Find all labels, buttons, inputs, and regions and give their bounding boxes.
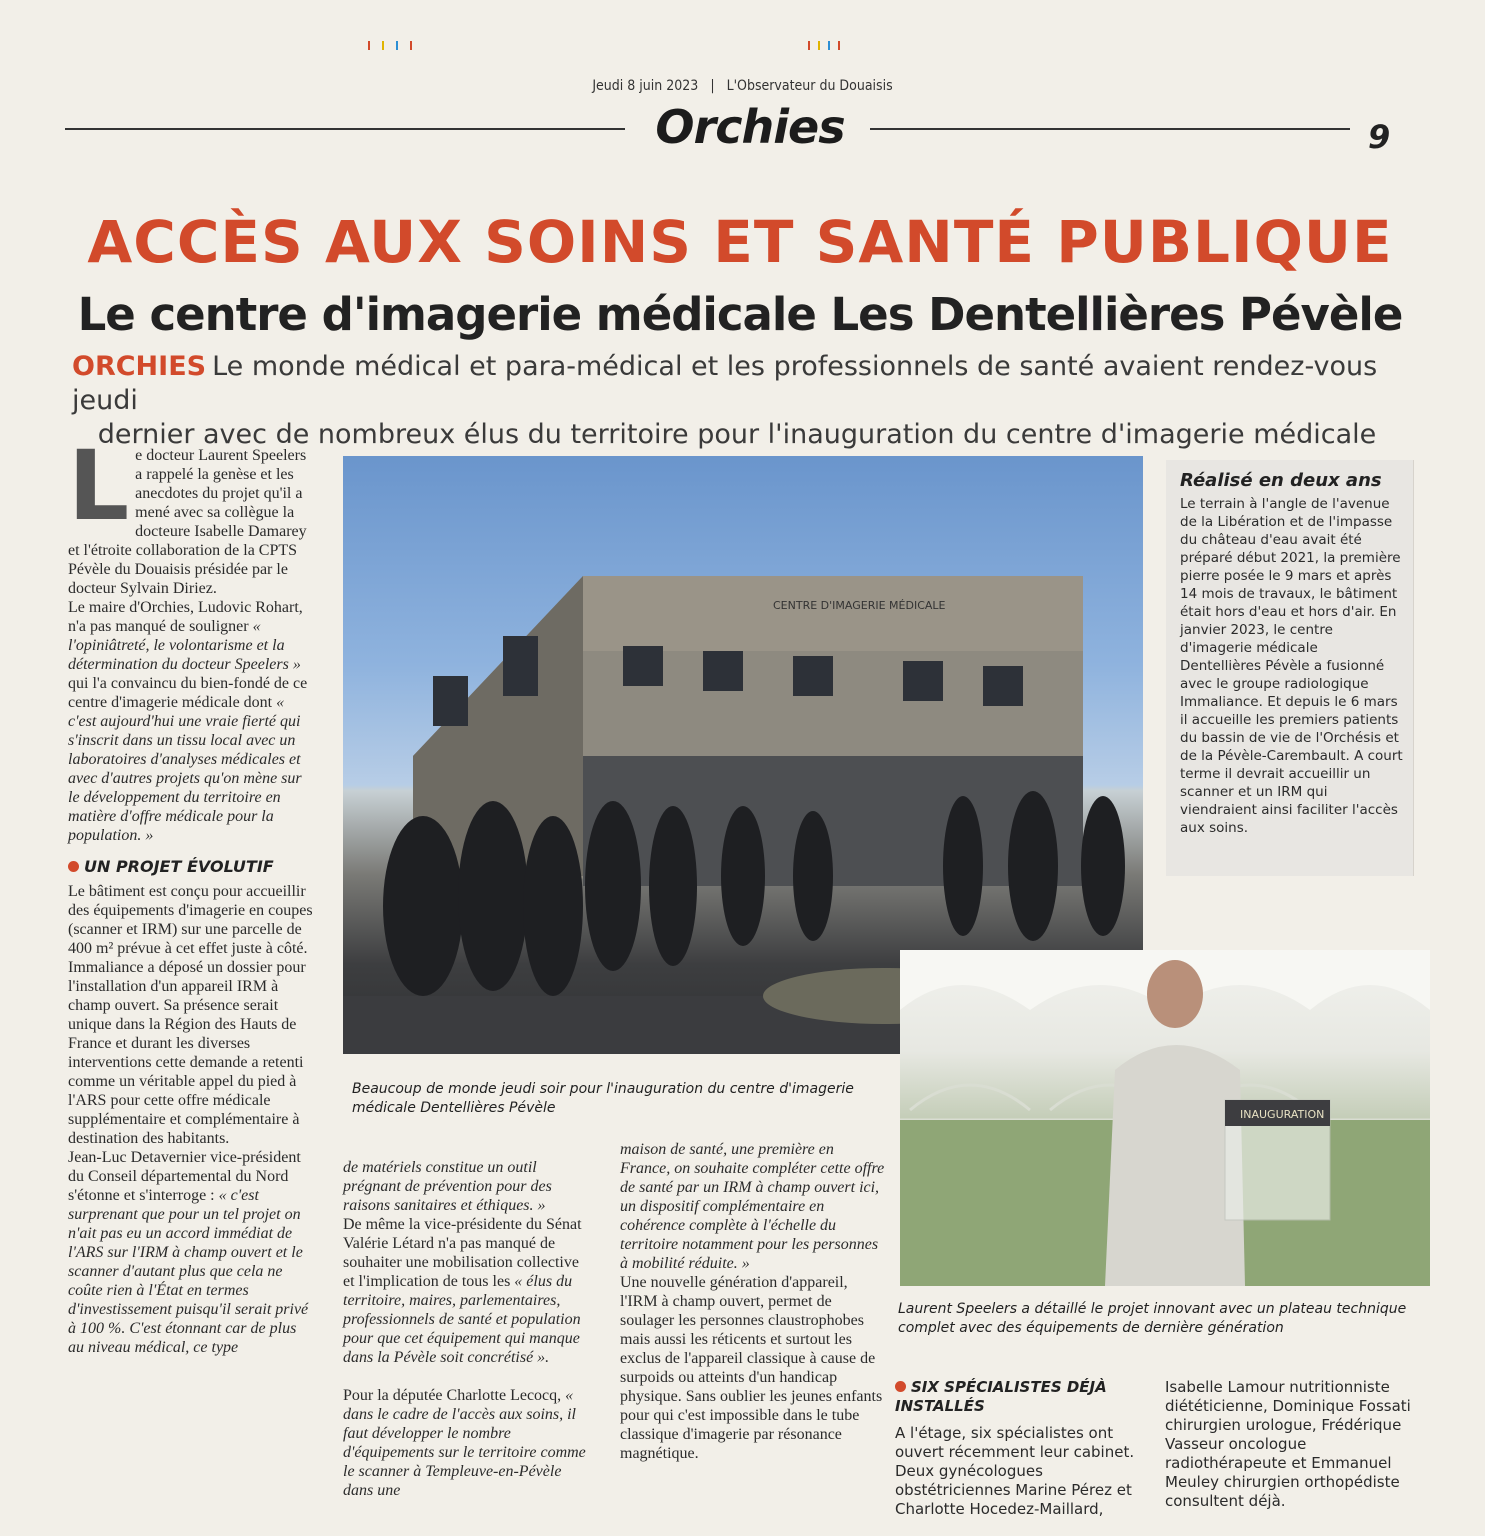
dateline-separator: | bbox=[710, 78, 715, 94]
lecocq-text: Pour la députée Charlotte Lecocq, bbox=[343, 1387, 566, 1404]
detavernier-text: Jean-Luc Detavernier vice-président du Conseil départemental du Nord s'étonne et s'interroge : bbox=[68, 1149, 301, 1204]
speaker-photo-illustration bbox=[900, 950, 1430, 1286]
section-title: Orchies bbox=[655, 100, 845, 154]
page-number: 9 bbox=[1368, 118, 1391, 156]
header-rule-right bbox=[870, 128, 1350, 130]
subhead-specialistes-text: SIX SPÉCIALISTES DÉJÀ INSTALLÉS bbox=[895, 1378, 1107, 1415]
irm-paragraph: Une nouvelle génération d'appareil, l'IRM à champ ouvert, permet de soulager les personnes claustrophobes mais aussi les réticents et surtout les exclus de l'appareil classique à cause de surpoids ou atteints d'un handicap physique. Sans oublier les jeunes enfants pour qui c'est impossible dans le tube classique d'imagerie par résonance magnétique. bbox=[620, 1274, 883, 1462]
col3-quote-continued-text: maison de santé, une première en France, on souhaite compléter cette offre de santé par un IRM à champ ouvert ici, un dispositif complémentaire en cohérence complète à l'échelle du territoire notamment pour les personnes à mobilité réduite. » bbox=[620, 1141, 885, 1272]
column-5 bbox=[1165, 1378, 1420, 1511]
letard-paragraph bbox=[343, 1215, 593, 1367]
column-4 bbox=[895, 1378, 1145, 1519]
print-register-marks bbox=[368, 38, 428, 46]
drop-cap: L bbox=[68, 430, 130, 542]
sidebar-box bbox=[1166, 460, 1414, 876]
issue-date: Jeudi 8 juin 2023 bbox=[592, 78, 699, 94]
letard-text: De même la vice-présidente du Sénat Valérie Létard n'a pas manqué de souhaiter une mobilisation collective et l'implication de tous les bbox=[343, 1216, 582, 1290]
lead-paragraph bbox=[72, 350, 1402, 452]
specialists-paragraph-2: Isabelle Lamour nutritionniste diététicienne, Dominique Fossati chirurgien urologue, Frédérique Vasseur oncologue radiothérapeute et Emmanuel Meuley chirurgien orthopédiste consultent déjà. bbox=[1165, 1378, 1411, 1510]
subhead-projet-evolutif-text: UN PROJET ÉVOLUTIF bbox=[84, 857, 274, 876]
col2-quote-continued bbox=[343, 1158, 593, 1215]
mayor-text-b: qui l'a convaincu du bien-fondé de ce centre d'imagerie médicale dont bbox=[68, 675, 308, 711]
register-marks-icon bbox=[368, 41, 428, 51]
bullet-dot-icon bbox=[68, 861, 79, 872]
print-register-marks-2 bbox=[808, 38, 868, 46]
register-marks-icon bbox=[808, 41, 868, 51]
lecocq-paragraph bbox=[343, 1386, 593, 1500]
subhead-specialistes bbox=[895, 1378, 1145, 1416]
subhead-projet-evolutif bbox=[68, 857, 316, 876]
specialists-paragraph-1: A l'étage, six spécialistes ont ouvert récemment leur cabinet. Deux gynécologues obstétriciennes Marine Pérez et Charlotte Hocedez-Maillard, bbox=[895, 1424, 1135, 1518]
publication-name: L'Observateur du Douaisis bbox=[726, 78, 893, 94]
sidebar-text: Le terrain à l'angle de l'avenue de la Libération et de l'impasse du château d'eau avait été préparé début 2021, la première pierre posée le 9 mars et après 14 mois de travaux, le bâtiment était hors d'eau et hors d'air. En janvier 2023, le centre d'imagerie médicale Dentellières Pévèle a fusionné avec le groupe radiologique Immaliance. Et depuis le 6 mars il accueille les premiers patients du bassin de vie de l'Orchésis et de la Pévèle-Carembault. A court terme il devrait accueillir un scanner et un IRM qui viendraient ainsi faciliter l'accès aux soins. bbox=[1180, 496, 1403, 836]
dateline bbox=[0, 78, 1485, 94]
header-rule-left bbox=[65, 128, 625, 130]
headline: ACCÈS AUX SOINS ET SANTÉ PUBLIQUE bbox=[87, 208, 1393, 276]
building-sign-text: CENTRE D'IMAGERIE MÉDICALE bbox=[773, 599, 946, 612]
col2-quote-continued-text: de matériels constitue un outil prégnant de prévention pour des raisons sanitaires et éthiques. » bbox=[343, 1159, 552, 1214]
intro-paragraph bbox=[68, 430, 316, 598]
column-3 bbox=[620, 1140, 888, 1463]
intro-text: e docteur Laurent Speelers a rappelé la genèse et les anecdotes du projet qu'il a mené avec sa collègue la docteure Isabelle Damarey et l'étroite collaboration de la CPTS Pévèle du Douaisis présidée par le docteur Sylvain Diriez. bbox=[68, 447, 307, 597]
mayor-quote-2: « c'est aujourd'hui une vraie fierté qui s'inscrit dans un tissu local avec un laboratoires d'analyses médicales et avec d'autres projets qu'on mène sur le développement du territoire en matière d'offre médicale pour la population. » bbox=[68, 694, 302, 844]
detavernier-quote: « c'est surprenant que pour un tel projet on n'ait pas eu un accord immédiat de l'ARS sur l'IRM à champ ouvert et le scanner d'autant plus que cela ne coûte rien à l'État en termes d'investissement puisqu'il serait privé à 100 %. C'est étonnant car de plus au niveau médical, ce type bbox=[68, 1187, 309, 1356]
mayor-quote-1: « l'opiniâtreté, le volontarisme et la détermination du docteur Speelers » bbox=[68, 618, 301, 673]
lecocq-quote: « dans le cadre de l'accès aux soins, il faut développer le nombre d'équipements sur le territoire comme le scanner à Templeuve-en-Pévèle dans une bbox=[343, 1387, 586, 1499]
column-2 bbox=[343, 1158, 593, 1500]
letard-quote: « élus du territoire, maires, parlementaires, professionnels de santé et population pour que cet équipement qui manque dans la Pévèle soit concrétisé ». bbox=[343, 1273, 581, 1366]
speaker-photo-caption: Laurent Speelers a détaillé le projet innovant avec un plateau technique complet avec des équipements de dernière génération bbox=[898, 1301, 1407, 1336]
mayor-paragraph bbox=[68, 598, 316, 845]
building-photo-caption: Beaucoup de monde jeudi soir pour l'inauguration du centre d'imagerie médicale Dentellières Pévèle bbox=[352, 1081, 854, 1116]
detavernier-paragraph bbox=[68, 1148, 316, 1357]
column-1 bbox=[68, 430, 316, 1357]
podium-text: INAUGURATION bbox=[1240, 1108, 1325, 1121]
mayor-text-a: Le maire d'Orchies, Ludovic Rohart, n'a pas manqué de souligner bbox=[68, 599, 303, 635]
speaker-photo bbox=[900, 950, 1430, 1286]
kicker-location: ORCHIES bbox=[72, 351, 207, 382]
bullet-dot-icon bbox=[895, 1381, 906, 1392]
sidebar-title: Réalisé en deux ans bbox=[1180, 470, 1382, 491]
building-paragraph: Le bâtiment est conçu pour accueillir des équipements d'imagerie en coupes (scanner et IRM) sur une parcelle de 400 m² prévue à cet effet juste à côté. Immaliance a déposé un dossier pour l'installation d'un appareil IRM à champ ouvert. Sa présence serait unique dans la Région des Hauts de France et durant les diverses interventions cette demande a retenti comme un véritable appel du pied à l'ARS pour cette offre médicale supplémentaire et complémentaire à destination des habitants. bbox=[68, 883, 313, 1147]
col3-quote-continued bbox=[620, 1140, 888, 1273]
subheadline: Le centre d'imagerie médicale Les Dentellières Pévèle bbox=[77, 288, 1403, 341]
lead-line-2: dernier avec de nombreux élus du territoire pour l'inauguration du centre d'imagerie médicale bbox=[97, 419, 1377, 450]
lead-line-1: Le monde médical et para-médical et les professionnels de santé avaient rendez-vous jeudi bbox=[72, 351, 1378, 416]
